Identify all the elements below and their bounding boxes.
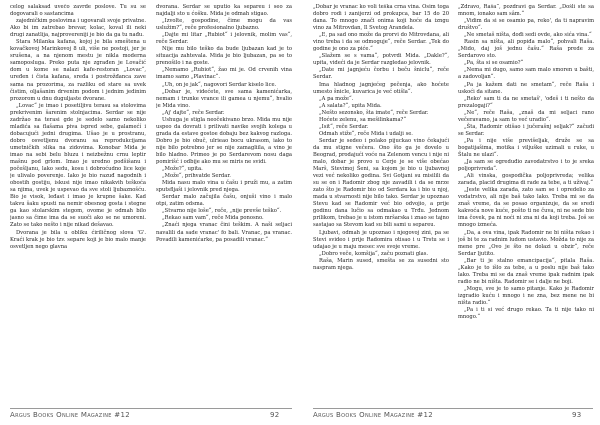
paragraph: „Pa i nije više previšeljak, druže se sa bogatijašima, motika i viljuške uzimali u ruke, u Štalu ne ulazi“. bbox=[458, 137, 594, 158]
paragraph: „Zdravo, Raša“, pozdravi ga Serdar. „Došli ste sa mnom, ionako sam sâm.“ bbox=[458, 4, 594, 18]
paragraph: „Nešto sezonsko, šta imate“, reče Serdar. bbox=[319, 109, 429, 116]
paragraph: „Dobro veče, komšija“, začu poznati glas. bbox=[319, 250, 429, 257]
paragraph: „Uh, on je jak“, nagovori Serdar kiselo lice. bbox=[162, 81, 277, 88]
paragraph: „Reko' sam ti da ne smetaš', 'ođeš i ti nešto da prezalogaji?“ bbox=[458, 95, 594, 109]
paragraph: zajedničkim poslovima i ugovarali svoje privatne. Ako bi im zatrebao brevar, kolac, koval ili neki drugi zanatlija, najprovereniji je bio da ga tu nađu. bbox=[10, 18, 146, 39]
paragraph: Rasin sa ništa, ali popiđa malo“, pohvali Raša. „Mido, daj još jednu čašu.“ Raša prede za Serdarovo sto. bbox=[458, 39, 594, 60]
paragraph: Nije mu bilo teško da bude ljubazan kad je to situacija zahtevala. Mida je bio ljubazan, pa se to prenošilo i na goste. bbox=[156, 46, 292, 67]
left-page-column-1 bbox=[10, 4, 146, 410]
paragraph: „Stvarno nije loše“, reče, „nije prevše teško“. bbox=[162, 208, 282, 215]
paragraph: „Dajte mi litar „Rubiot“ i jelovnik, molim vas“, reče Serdar. bbox=[156, 32, 292, 46]
paragraph: „Pa, šta si se osamio?“ bbox=[464, 60, 524, 67]
paragraph: „Rekao sam vam“, reče Mida ponosno. bbox=[162, 215, 264, 222]
paragraph: „Lovac“ je imao i posetiljivu terasu sa stolovima prekrivenim šarenim stolnjacima. Serdar se nije zadržao na terasi gde je sedelo samo nekoliko mladića sa flašama piva ispred sebe, galamećí i dobacujući jedni drugima. Ušao je u prostranu, dobro osvetljenu dvoranu sa reprodukcijama umetničkih slika na zidovima. Konobar Mida je imao na sebi belu bluzu i neizbežnu crnu leptir mašnu pod grlom. Imao je uredno podšišanu i počešljanu, lako sedu, kosu i dobroćudno lice koje je ulivalo poverenje. Iako je bio razuđ nagodnih i obostih gostiju, iskusi nije imao nikakvih teškoća sa njima, uvek je uspevao da sve stoli ljubaznošću. Bio je visok, leđast i imao je krupne šake. Kad takvu šaku spusti na nemir obesnog gosta i stegne ga kao stolarskim stegom, ovome je odmah bilo jasno sa čime ima da se suoči ako se ne umoreni. Zato se tako nešto i nije nikad dešavao. bbox=[10, 102, 146, 229]
paragraph: „Ja sam se ogreduđio zavodatrstvo i to je sreka poljoprivreda“. bbox=[458, 159, 594, 173]
paragraph: Serdar malo začujila čašu, onjuši vino i malo otpi, zatim odsma. bbox=[156, 194, 292, 208]
paragraph: Raša, Marin sused, smešta se za susedni sto naspram njega. bbox=[313, 257, 449, 271]
paragraph: Mida nasu malo vina u čašu i pruži mu, a zatim sputsfljaši i jelovnik pred njega. bbox=[156, 180, 292, 194]
footer-rule bbox=[10, 408, 292, 409]
paragraph: Odmah stiže“, reče Mida i udalji se. bbox=[319, 130, 413, 137]
footer-rule bbox=[313, 408, 593, 409]
right-page bbox=[300, 0, 600, 425]
paragraph: Ljubavi, odmah je upoznao i njegovoj zini, pa se Stevi svideo i prije Radomira otisao i u Trstu se i udajao je u maju mesec sve svoje vreme. bbox=[313, 229, 449, 250]
paragraph: „Jeste velika zarada, zato sam se i opredelio za vodatrstvo, ali nije baš tako lako. Treba mi se da znaš vreme, da se posao organizuje, da se sredi kakvoća nove kuće, pošto ti ne čuva, ni ne sede bio ima čovek, pa ni noći ni zna ni da koji treba. Još se mnogo izmeća. bbox=[458, 187, 594, 229]
paragraph: „Pa i ti si već drugo rekao. Ta ti nije tako ni mnogo.“ bbox=[458, 307, 594, 321]
paragraph: „Izvolte, gospodine, čime mogu da vas uslužim?“, reče profesionalno ljubazno. bbox=[156, 18, 292, 32]
paragraph: „Nema mi dugo, samo sam malo smoren u bašti, a zadovoljan“. bbox=[458, 67, 594, 81]
paragraph: „Da, a ova vina, ipak Radomir ne bi ništa rekao i još bi te za radnim ludom ustavio. Možda to nije za mene pre „Ovo je što ne dolazi u obzir“, reče Serdar ljutito. bbox=[458, 229, 594, 257]
paragraph: celog salaksad uvečo zavrde poslove. Tu su se dogovarali o sastancima bbox=[10, 4, 146, 18]
paragraph: „Ne“, reče Raša, „znaš da mi seljaci rano večeravamo, ja sam to već uradio“. bbox=[458, 109, 594, 123]
paragraph: Ima hladnog jagnjećeg pečenja, ako hoćete umesto šnicle, kuvarica je već otišla“. bbox=[313, 81, 449, 95]
paragraph: „Može“, prihvatde Serdar. bbox=[162, 173, 231, 180]
page-number: 92 bbox=[270, 411, 280, 419]
paragraph: Serdar je sedeo i polako pijuckao vino čekajući da mu stigne večera. Ono što ga je dovelo u Beograd, prodajući voće na Zelenom vencu i nije ni malo, dobar je provo u Cerje je se više obećao Marš, Stevimoj Šeni, sa kojom je bio u ljubavnoj vezi već nekoliko godina. Svi Gotjani su misilili da su se on i Radomir zbog nje zavadili i da se mrze zato što je Radomir bio od Serdara ka i bio u njoj, mada u stvarnosti nije bilo tako. Serdar je upoznao Stevu kad se Radomir već bio odvojio, a prije godinu dana lučio sa odmakao u Trđu. Jednom prilikom, trebao je u istom mršarska i znao se tajno sastajao sa Stevom kad su bili sami u separeu. bbox=[313, 137, 449, 229]
paragraph: „A pa može“. bbox=[319, 95, 354, 102]
paragraph: „Date mi jagnjeću čorbu i beču šniclu“, reče Serdar. bbox=[313, 67, 449, 81]
paragraph: „A salata?“, upita Mida. bbox=[319, 102, 382, 109]
paragraph: „Šta, Radomir otišao i jučerašnj seljak?“ začudi se Serdar. bbox=[458, 123, 594, 137]
paragraph: „Slažem se s vama“, potvrdi Mida. „Dakle?“, upita, videći da je Serdar razgledao jelovnik. bbox=[313, 53, 449, 67]
footer-publication-name: Argus Books Online Magazine #12 bbox=[313, 411, 433, 419]
paragraph: „Bar ti je stalno emancipacija“, pitala Raša. „Kako je to išlo za tebe, a u poslu nije baš tako lako. Treba mi se da znaš vreme ipak radnim ipak radio ne bi ništa. Radomir se i dalje ne boji. bbox=[458, 257, 594, 285]
paragraph: „Ne smetaš ništa, dođi sedi ovde, ako sića vina.“ bbox=[464, 32, 592, 39]
footer-publication-name: Argus Books Online Magazine #12 bbox=[10, 411, 130, 419]
page-number: 93 bbox=[572, 411, 582, 419]
paragraph: Ushuga je stigla neočekivano brzo. Mida mu nije uspeo da dovrati i prilivati navike svojih kolega u grada da estave gostoe dobaju bez kakvog razloga. Dobro je bio obuč, ulrieao bocu ukrasom, iako to nije bilo potrebno jer se nije zamagliila, a vino je bilo hladno. Primeo je po Serdarevom nosu daga pomirišć i odbije ako mu se miris ne svidi. bbox=[156, 116, 292, 166]
paragraph: „Nemamo „Rubiot“, žao mi je. Od crvenih vina imamo samo „Plavinac“. bbox=[156, 67, 292, 81]
paragraph: „Znaći njega vranac čini teškim. A naši seljaci navalili da sade vranac' fo bali. Vranac, pa vranac. Povadili kamenićarke, pa posadili vranac.“ bbox=[156, 222, 292, 243]
left-page-column-2 bbox=[156, 4, 292, 410]
paragraph: Stara Milanka kafana, kojoj je bila smeštena u kovačkovoj Marinkovoj 8 uli, više ne postoji, jer je srušena, a na njenom mestu je nikla moderna samoposluga. Preko puta nje zgrađen je Lovačić dom u kome se nalazi kafe-restoran „Lovac“, uređen i čista kafana, sređa i postrožđanca zave sama na prozorima, za razliku od stare sa uvek čistim, oljašanim drvenim podom i jednim jedinim prozorom u dnu duguljaste dvorane. bbox=[10, 39, 146, 102]
paragraph: „Aj' dajte“, reče Serdar. bbox=[162, 109, 225, 116]
paragraph: dvorana. Serdar se uputio ka separeu i seo za najdalji sto u ćošku. Mida je odmah stigao. bbox=[156, 4, 292, 18]
right-page-column-2 bbox=[458, 4, 594, 410]
paragraph: „Dobar je vranac ko voli teška crna vina. Osim toga dobro rodi i zanijerzi od prokupca, bar 15 do 20 dana. To mnogo znači onima koji hoće da izngu vino za Mitrovdan, Il Svetog Arandela. bbox=[313, 4, 449, 32]
paragraph: Dvorana je bila u obliku ćiriličnog slova 'G'. Kraći krak je bio tzv. separe koji je bio malo manje osvetljen nego glavna bbox=[10, 229, 146, 250]
right-page-column-1 bbox=[313, 4, 449, 410]
paragraph: „Vidim da si se osamio pa, reko', da ti napravim društvo“. bbox=[458, 18, 594, 32]
paragraph: „Dobar je, videćete, sve sama kamenićarka, nemam i trunke vrance ili gamea u njemu“, hvalio je Mida vino. bbox=[156, 88, 292, 109]
paragraph: „Isit“, reče Serdar. bbox=[319, 123, 369, 130]
paragraph: „Može?“, upita. bbox=[162, 166, 203, 173]
paragraph: „E, pa sad ono može da prorvi do Mitrovdana, ali vino treba i da se odmoguje“, reče Serdar. „Tek do godine je ono za piće.“ bbox=[313, 32, 449, 53]
paragraph: „Mogu, sve je to samo pitanje. Kako je Radomir izgradio kuću i mnogo i ne zna, bez mene ne bi ništa radio.“ bbox=[458, 285, 594, 306]
paragraph: Hoćete zelenu, sa mešilinkama?“ bbox=[319, 116, 406, 123]
paragraph: „Ali vinska, gospodička poljoprivreda; velika zarada, placiđ drugima di rade za tebe, a ti uživaj.“ bbox=[458, 173, 594, 187]
paragraph: „Pa ja kažem dati ne smetam“, reče Raša i uskoći da sitane. bbox=[458, 81, 594, 95]
